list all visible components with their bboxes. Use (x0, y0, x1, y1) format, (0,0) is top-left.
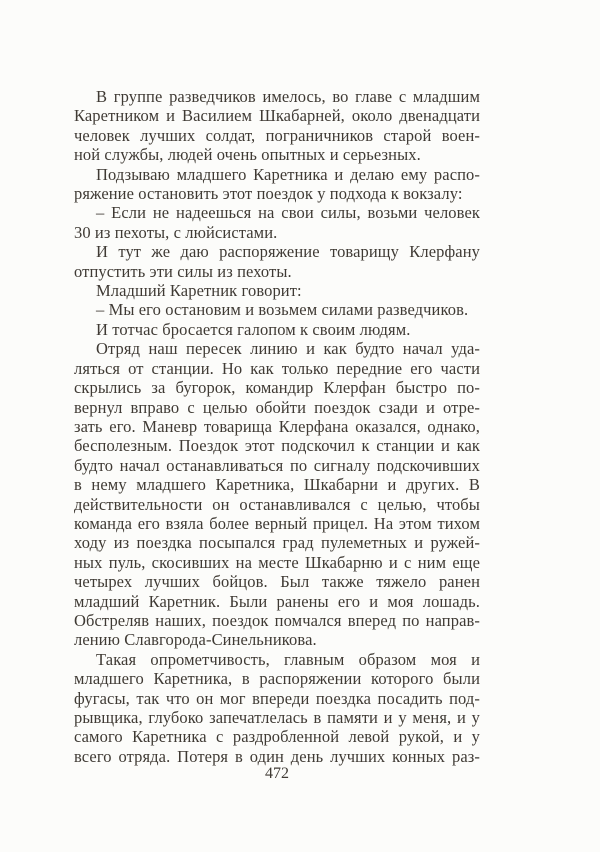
text-line: команда его взяла более верный прицел. На этом тихом (74, 513, 480, 533)
text-line: бесполезным. Поездок этот подскочил к станции и как (74, 436, 480, 456)
text-line: вернул вправо с целью обойти поездок сзади и отре- (74, 397, 480, 417)
text-line: Младший Каретник говорит: (96, 281, 302, 301)
text-line: в нему младшего Каретника, Шкабарни и других. В (74, 475, 480, 495)
text-line: ляться от станции. Но как только передние его части (74, 358, 480, 378)
text-line: фугасы, так что он мог впереди поездка посадить под- (74, 688, 480, 708)
text-line: скрылись за бугорок, командир Клерфан быстро по- (74, 378, 480, 398)
text-line: младший Каретник. Были ранены его и моя лошадь. (74, 591, 480, 611)
text-line: И тут же даю распоряжение товарищу Клерфану (96, 242, 480, 262)
text-line: Такая опрометчивость, главным образом моя и (96, 649, 480, 669)
text-line: всего отряда. Потеря в один день лучших конных раз- (74, 746, 480, 766)
text-line: будто начал останавливаться по сигналу подскочивших (74, 455, 480, 475)
text-line: отпустить эти силы из пехоты. (74, 261, 292, 281)
text-line: младшего Каретника, в распоряжении которого были (74, 669, 480, 689)
text-line: четырех лучших бойцов. Был также тяжело ранен (74, 572, 480, 592)
text-line: В группе разведчиков имелось, во главе с младшим (96, 87, 480, 106)
text-line: ных пуль, скосивших на месте Шкабарню и с ним еще (74, 552, 480, 572)
text-line: – Мы его остановим и возьмем силами разведчиков. (96, 300, 469, 320)
body-text (74, 87, 480, 766)
text-line: действительности он останавливался с целью, чтобы (74, 494, 480, 514)
text-line: Подзываю младшего Каретника и делаю ему распо- (96, 164, 480, 184)
text-line: рывщика, глубоко запечатлелась в памяти и у меня, и у (74, 708, 480, 727)
text-line: Обстреляв наших, поездок помчался вперед по направ- (74, 610, 480, 630)
text-line: И тотчас бросается галопом к своим людям. (96, 319, 411, 339)
page-number: 472 (265, 765, 289, 782)
text-line: 30 из пехоты, с люйсистами. (74, 222, 278, 242)
text-line: Отряд наш пересек линию и как будто начал уда- (96, 339, 480, 359)
text-line: ряжение остановить этот поездок у подхода к вокзалу: (74, 184, 463, 204)
text-line: лению Славгорода-Синельникова. (74, 630, 317, 650)
text-line: самого Каретника с раздробленной левой рукой, и у (74, 727, 480, 747)
text-line: – Если не надеешься на свои силы, возьми человек (96, 203, 480, 223)
text-line: ходу из поездка посыпался град пулеметных и ружей- (74, 533, 480, 553)
text-line: зать его. Маневр товарища Клерфана оказался, однако, (74, 416, 480, 436)
text-line: человек лучших солдат, пограничников старой воен- (74, 125, 480, 145)
text-line: Каретником и Василием Шкабарней, около двенадцати (74, 106, 480, 126)
text-line: ной службы, людей очень опытных и серьезных. (74, 145, 421, 165)
